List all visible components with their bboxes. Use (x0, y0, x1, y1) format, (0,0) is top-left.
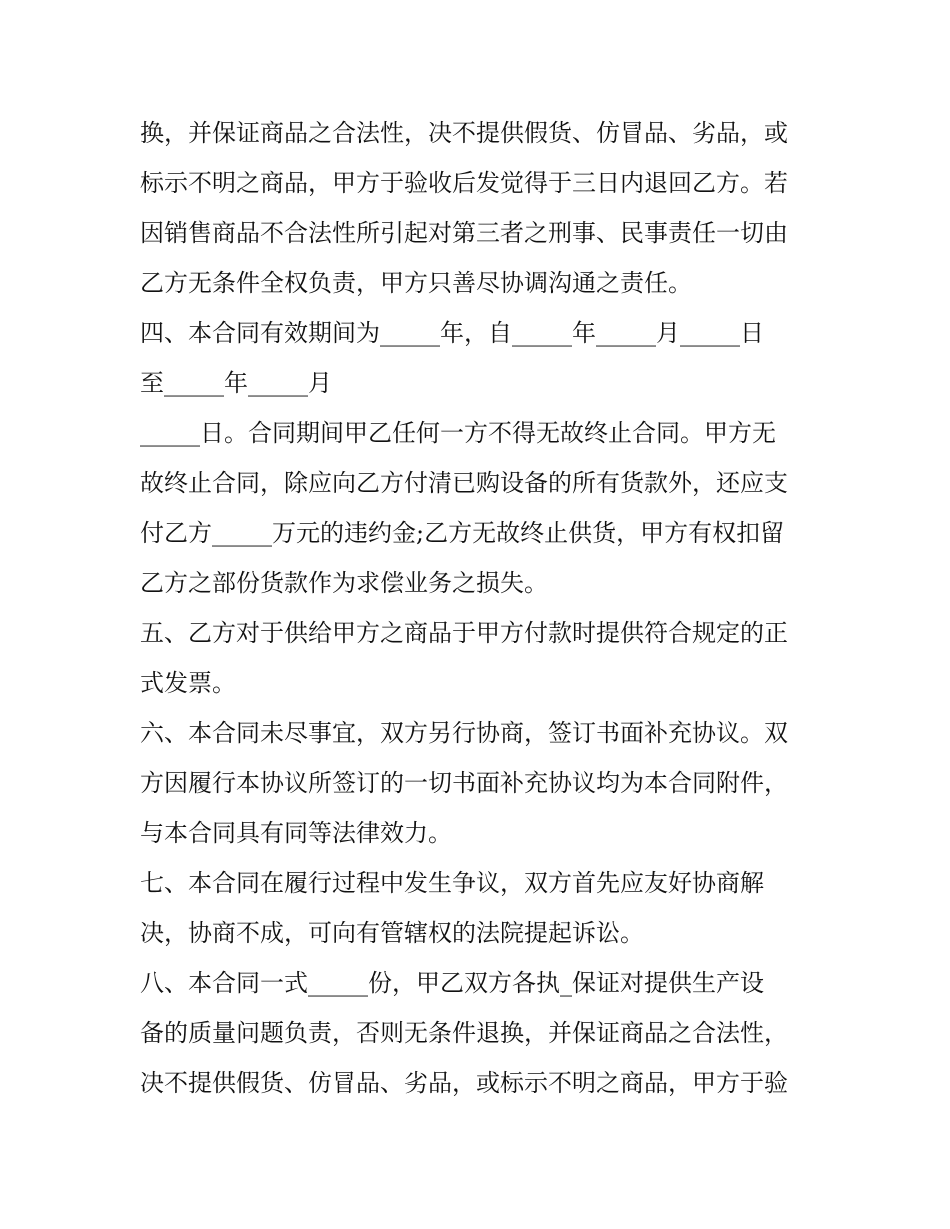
text-line: 因销售商品不合法性所引起对第三者之刑事、民事责任一切由 (140, 219, 788, 247)
clause-six-line: 六、本合同未尽事宜，双方另行协商，签订书面补充协议。双 (140, 719, 788, 747)
text-line: 式发票。 (140, 669, 236, 697)
text-line: 标示不明之商品，甲方于验收后发觉得于三日内退回乙方。若 (140, 169, 788, 197)
text-line: 方因履行本协议所签订的一切书面补充协议均为本合同附件， (140, 769, 788, 797)
text-line: 故终止合同，除应向乙方付清已购设备的所有货款外，还应支 (140, 469, 788, 497)
text-line: 乙方之部份货款作为求偿业务之损失。 (140, 569, 548, 597)
text-line: 乙方无条件全权负责，甲方只善尽协调沟通之责任。 (140, 269, 692, 297)
text-line: _____日。合同期间甲乙任何一方不得无故终止合同。甲方无 (140, 419, 776, 447)
text-line: 与本合同具有同等法律效力。 (140, 819, 452, 847)
text-line: 至_____年_____月 (140, 369, 332, 397)
clause-eight-line: 八、本合同一式_____份，甲乙双方各执_保证对提供生产设 (140, 969, 764, 997)
text-line: 备的质量问题负责，否则无条件退换，并保证商品之合法性， (140, 1019, 788, 1047)
clause-five-line: 五、乙方对于供给甲方之商品于甲方付款时提供符合规定的正 (140, 619, 788, 647)
text-line: 换，并保证商品之合法性，决不提供假货、仿冒品、劣品，或 (140, 119, 788, 147)
text-line: 决，协商不成，可向有管辖权的法院提起诉讼。 (140, 919, 644, 947)
text-line: 决不提供假货、仿冒品、劣品，或标示不明之商品，甲方于验 (140, 1069, 788, 1097)
clause-four-line: 四、本合同有效期间为_____年，自_____年_____月_____日 (140, 319, 764, 347)
clause-seven-line: 七、本合同在履行过程中发生争议，双方首先应友好协商解 (140, 869, 764, 897)
text-line: 付乙方_____万元的违约金;乙方无故终止供货，甲方有权扣留 (140, 519, 785, 547)
